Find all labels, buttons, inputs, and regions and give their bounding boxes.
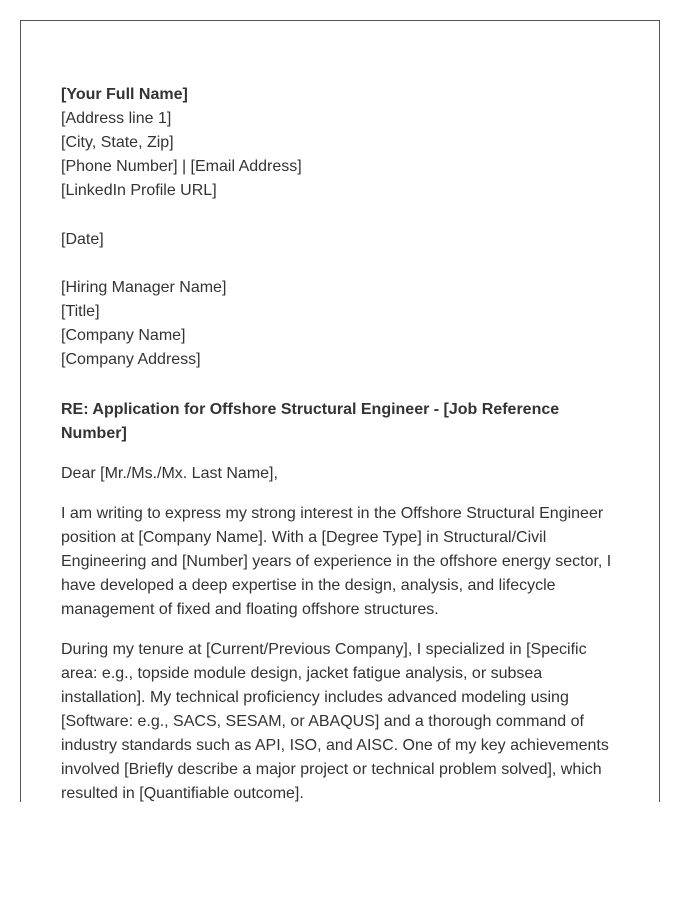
body-paragraph-1: I am writing to express my strong interest in the Offshore Structural Engineer position at [Company Name]. With a [Degree Type] in Structural/Civil Engineering and [Number] years of experience in the offshore energy sector, I have developed a deep expertise in the design, analysis, and lifecycle management of fixed and floating offshore structures. (61, 505, 612, 618)
sender-city-state-zip: [City, State, Zip] (61, 134, 174, 151)
recipient-title: [Title] (61, 303, 100, 320)
letter-page (20, 20, 660, 802)
letter-date: [Date] (61, 231, 104, 248)
cover-letter (61, 83, 621, 802)
sender-address-line1: [Address line 1] (61, 110, 172, 127)
body-paragraph-2: During my tenure at [Current/Previous Company], I specialized in [Specific area: e.g., topside module design, jacket fatigue analysis, or subsea installation]. My technical proficiency includes advanced modeling using [Software: e.g., SACS, SESAM, or ABAQUS] and a thorough command of industry standards such as API, ISO, and AISC. One of my key achievements involved [Briefly describe a major project or technical problem solved], which resulted in [Quantifiable outcome]. (61, 641, 609, 802)
spacer (61, 252, 621, 276)
spacer (61, 372, 621, 398)
recipient-company-address: [Company Address] (61, 351, 201, 368)
recipient-block (61, 276, 621, 372)
recipient-company-name: [Company Name] (61, 327, 186, 344)
subject-line: RE: Application for Offshore Structural Engineer - [Job Reference Number] (61, 401, 560, 442)
sender-name: [Your Full Name] (61, 86, 188, 103)
spacer (61, 203, 621, 228)
salutation: Dear [Mr./Ms./Mx. Last Name], (61, 465, 278, 482)
recipient-hiring-manager: [Hiring Manager Name] (61, 279, 227, 296)
sender-phone-email: [Phone Number] | [Email Address] (61, 158, 302, 175)
sender-linkedin: [LinkedIn Profile URL] (61, 182, 217, 199)
date-block (61, 228, 621, 252)
sender-block (61, 83, 621, 203)
